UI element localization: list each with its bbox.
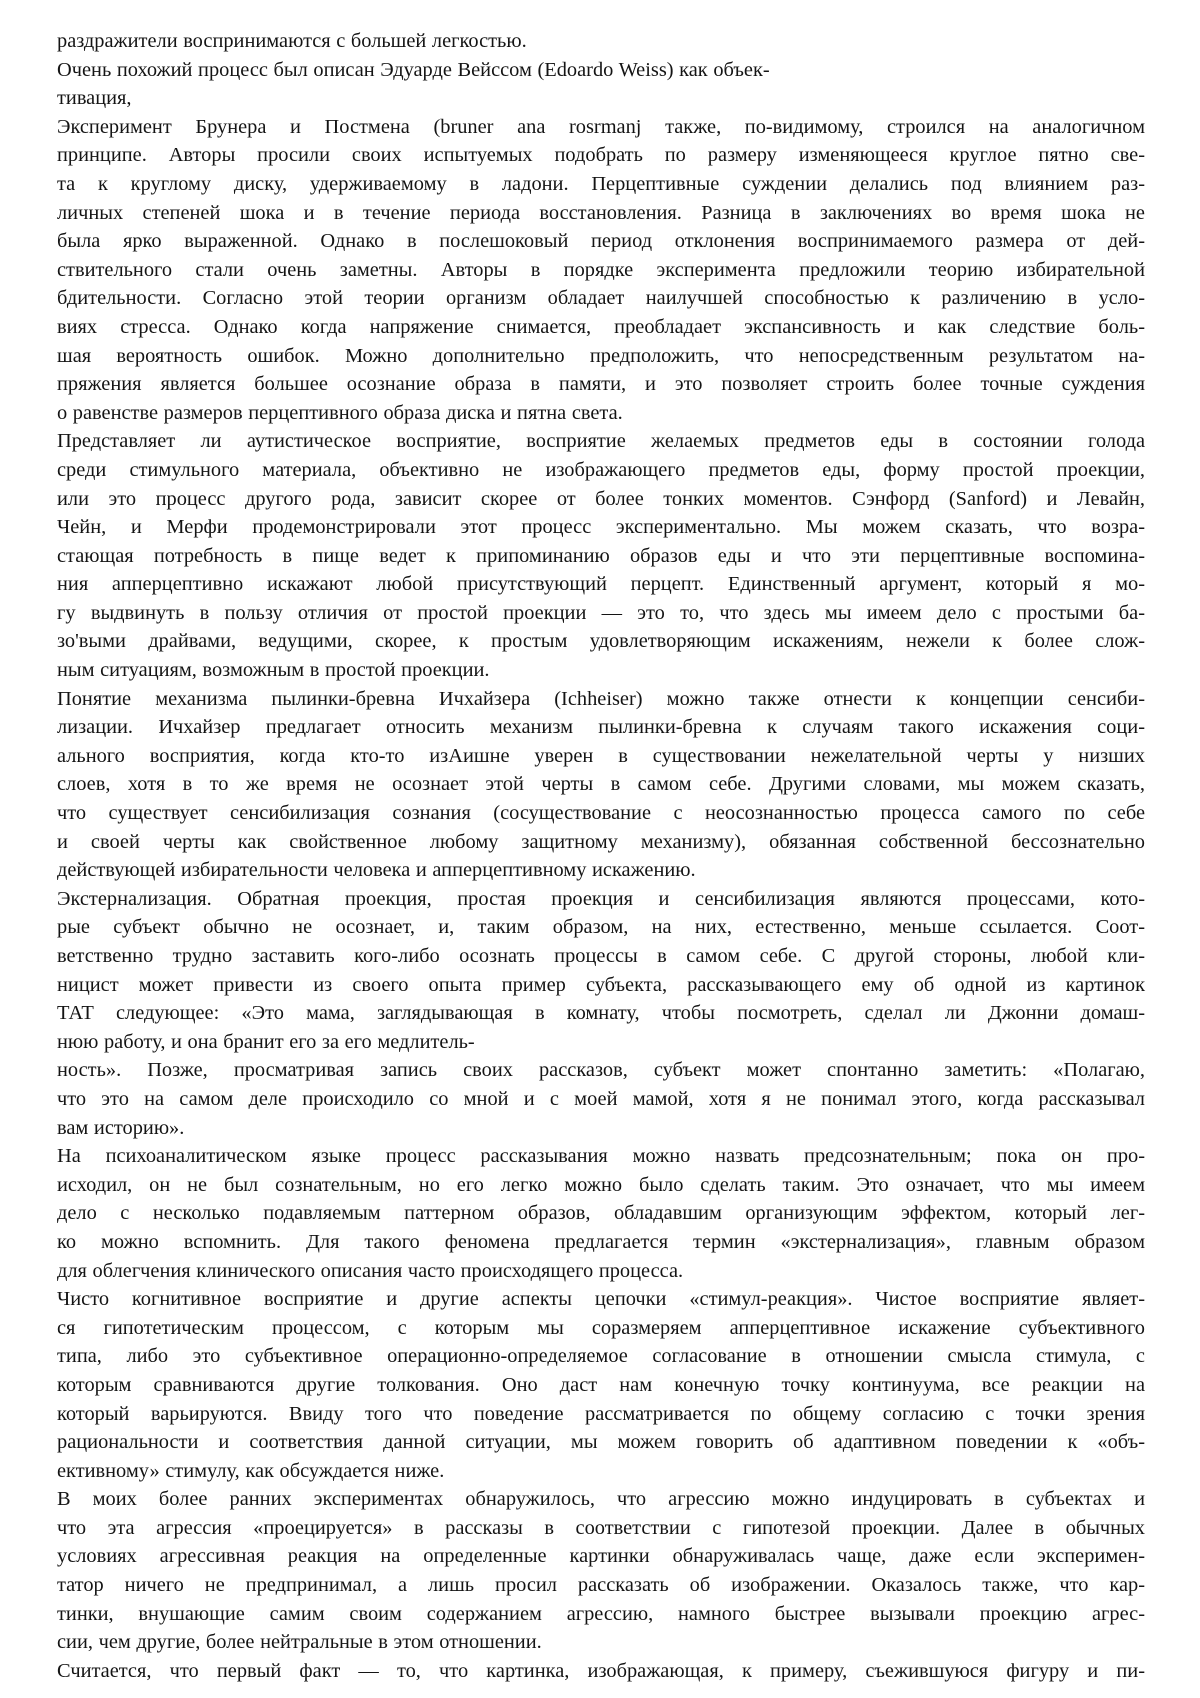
text-line: раздражители воспринимаются с большей легкостью.	[57, 30, 527, 52]
text-line: которым сравниваются другие толкования. Оно даст нам конечную точку континуума, все реакции на	[57, 1373, 1145, 1396]
text-line: что эта агрессия «проецируется» в рассказы в соответствии с гипотезой проекции. Далее в обычных	[57, 1516, 1145, 1539]
text-line: который варьируются. Ввиду того что поведение рассматривается по общему согласию с точки зрения	[57, 1402, 1145, 1425]
text-line: Чисто когнитивное восприятие и другие аспекты цепочки «стимул-реакция». Чистое восприятие являет-	[57, 1288, 1145, 1311]
text-line: бдительности. Согласно этой теории организм обладает наилучшей способностью к различению в усло-	[57, 287, 1145, 310]
text-line: о равенстве размеров перцептивного образа диска и пятна света.	[57, 401, 623, 424]
text-line: была ярко выраженной. Однако в послешоковый период отклонения воспринимаемого размера от дей-	[57, 230, 1145, 253]
text-line: вам историю».	[57, 1116, 185, 1139]
text-line: лизации. Ичхайзер предлагает относить механизм пылинки-бревна к случаям такого искажения соци-	[57, 716, 1145, 739]
text-line: Считается, что первый факт — то, что картинка, изображающая, к примеру, съежившуюся фигуру и пи-	[57, 1659, 1145, 1682]
text-line: рациональности и соответствия данной ситуации, мы можем говорить об адаптивном поведении к «объ-	[57, 1431, 1145, 1454]
text-line: слоев, хотя в то же время не осознает этой черты в самом себе. Другими словами, мы можем сказать,	[57, 773, 1145, 796]
text-line: зо'выми драйвами, ведущими, скорее, к простым удовлетворяющим искажениям, нежели к более слож-	[57, 630, 1145, 653]
text-line: личных степеней шока и в течение периода восстановления. Разница в заключениях во время шока не	[57, 201, 1145, 224]
document-page	[57, 27, 1145, 1685]
text-line: Очень похожий процесс был описан Эдуарде Вейссом (Edoardo Weiss) как объек-	[57, 58, 770, 81]
text-line: тинки, внушающие самим своим содержанием агрессию, намного быстрее вызывали проекцию агрес-	[57, 1602, 1145, 1625]
text-line: принципе. Авторы просили своих испытуемых подобрать по размеру изменяющееся круглое пятно све-	[57, 144, 1145, 167]
text-line: ветственно трудно заставить кого-либо осознать процессы в самом себе. С другой стороны, любой кли-	[57, 945, 1145, 967]
text-line: тивация,	[57, 87, 132, 110]
text-line: стающая потребность в пище ведет к припоминанию образов еды и что эти перцептивные воспомина-	[57, 544, 1145, 567]
text-line: ального восприятия, когда кто-то изАишне уверен в существовании нежелательной черты у низших	[57, 744, 1145, 767]
text-line: гу выдвинуть в пользу отличия от простой проекции — это то, что здесь мы имеем дело с простыми ба-	[57, 601, 1145, 624]
text-line: На психоаналитическом языке процесс рассказывания можно назвать предсознательным; пока он про-	[57, 1145, 1145, 1168]
text-line: Экстернализация. Обратная проекция, простая проекция и сенсибилизация являются процессами, кото-	[57, 887, 1145, 910]
text-line: виях стресса. Однако когда напряжение снимается, преобладает экспансивность и как следствие боль-	[57, 315, 1145, 338]
text-line: пряжения является большее осознание образа в памяти, и это позволяет строить более точные суждения	[57, 373, 1145, 396]
text-line: что это на самом деле происходило со мной и с моей мамой, хотя я не понимал этого, когда рассказывал	[57, 1087, 1145, 1110]
text-line: ницист может привести из своего опыта пример субъекта, рассказывающего ему об одной из картинок	[57, 973, 1145, 996]
text-line: для облегчения клинического описания часто происходящего процесса.	[57, 1259, 684, 1282]
text-line: Чейн, и Мерфи продемонстрировали этот процесс экспериментально. Мы можем сказать, что возра-	[57, 516, 1145, 539]
text-line: В моих более ранних экспериментах обнаружилось, что агрессию можно индуцировать в субъектах и	[57, 1488, 1145, 1511]
text-line: и своей черты как свойственное любому защитному механизму), обязанная собственной бессознательно	[57, 830, 1145, 853]
text-line: ко можно вспомнить. Для такого феномена предлагается термин «экстернализация», главным образом	[57, 1230, 1145, 1253]
text-line: нюю работу, и она бранит его за его медлитель-	[57, 1030, 475, 1053]
text-line: ствительного стали очень заметны. Авторы в порядке эксперимента предложили теорию избирательной	[57, 258, 1145, 281]
text-line: условиях агрессивная реакция на определенные картинки обнаруживалась чаще, даже если эксперимен-	[57, 1545, 1145, 1568]
text-line: Представляет ли аутистическое восприятие, восприятие желаемых предметов еды в состоянии голода	[57, 430, 1145, 453]
text-line: сии, чем другие, более нейтральные в этом отношении.	[57, 1631, 542, 1654]
text-line: исходил, он не был сознательным, но его легко можно было сделать таким. Это означает, что мы имеем	[57, 1173, 1145, 1196]
text-line: ся гипотетическим процессом, с которым мы соразмеряем апперцептивное искажение субъективного	[57, 1316, 1145, 1339]
text-line: ным ситуациям, возможным в простой проекции.	[57, 659, 490, 682]
text-line: Понятие механизма пылинки-бревна Ичхайзера (Ichheiser) можно также отнести к концепции сенсиби-	[57, 687, 1145, 710]
text-line: Эксперимент Брунера и Постмена (bruner ana rosrmanj также, по-видимому, строился на аналогичном	[57, 115, 1145, 138]
text-line: ТАТ следующее: «Это мама, заглядывающая в комнату, чтобы посмотреть, сделал ли Джонни домаш-	[57, 1002, 1145, 1025]
text-line: ния апперцептивно искажают любой присутствующий перцепт. Единственный аргумент, который я мо-	[57, 573, 1145, 596]
text-line: действующей избирательности человека и апперцептивному искажению.	[57, 859, 696, 882]
text-line: среди стимульного материала, объективно не изображающего предметов еды, форму простой проекции,	[57, 458, 1145, 481]
text-line: что существует сенсибилизация сознания (сосуществование с неосознанностью процесса самого по себе	[57, 802, 1145, 825]
text-line: типа, либо это субъективное операционно-определяемое согласование в отношении смысла стимула, с	[57, 1345, 1145, 1368]
text-line: дело с несколько подавляемым паттерном образов, обладавшим организующим эффектом, который лег-	[57, 1202, 1145, 1225]
text-line: татор ничего не предпринимал, а лишь просил рассказать об изображении. Оказалось также, что кар-	[57, 1574, 1145, 1597]
text-line: ность». Позже, просматривая запись своих рассказов, субъект может спонтанно заметить: «Полагаю,	[57, 1059, 1145, 1082]
text-line: ективному» стимулу, как обсуждается ниже.	[57, 1459, 445, 1482]
text-line: шая вероятность ошибок. Можно дополнительно предположить, что непосредственным результатом на-	[57, 344, 1145, 367]
text-line: та к круглому диску, удерживаемому в ладони. Перцептивные суждении делались под влиянием раз-	[57, 172, 1145, 195]
text-line: рые субъект обычно не осознает, и, таким образом, на них, естественно, меньше ссылается. Соот-	[57, 916, 1145, 939]
text-line: или это процесс другого рода, зависит скорее от более тонких моментов. Сэнфорд (Sanford) и Левайн,	[57, 487, 1145, 510]
